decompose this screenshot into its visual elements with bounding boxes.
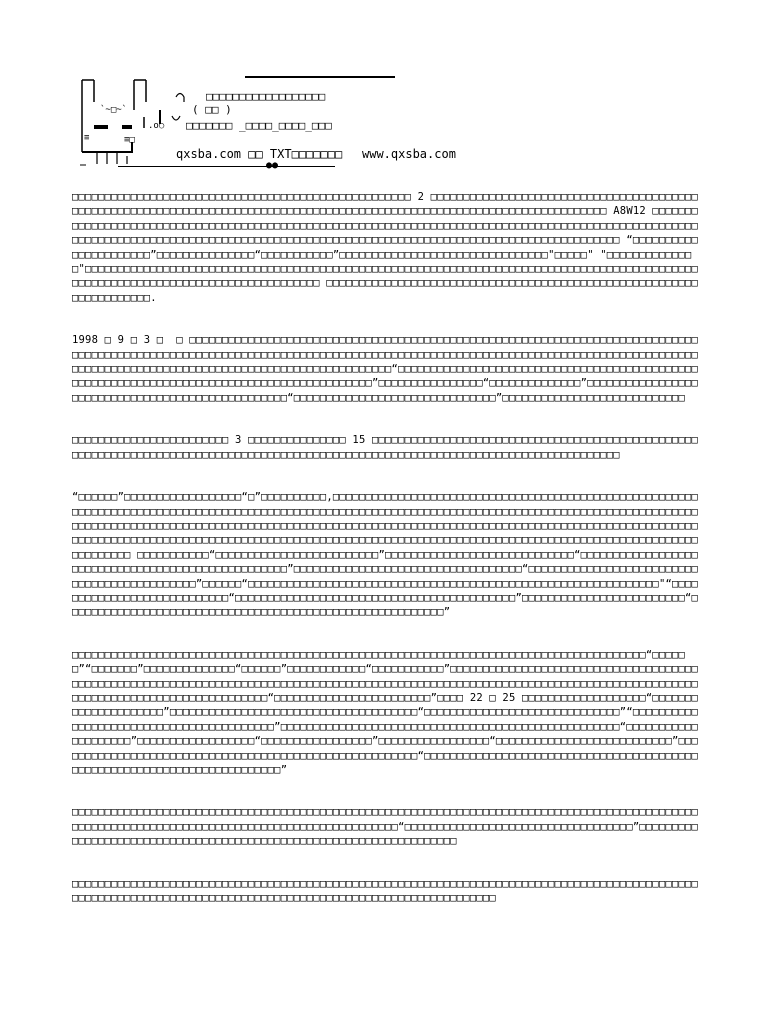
header-site-right: www.qxsba.com xyxy=(362,147,456,161)
svg-text:≡: ≡ xyxy=(84,133,90,143)
header-site-line: □□□□□□□ _□□□□_□□□□_□□□ xyxy=(186,119,332,132)
paragraph-1: □□□□□□□□□□□□□□□□□□□□□□□□□□□□□□□□□□□□□□□□□□□□□□□□□□□□ 2 □□□□□□□□□□□□□□□□□□□□□□□□□□□□□□□□□□□□□□□□□□□□□□□□□□□□□□□□□□□□□□□□□□□□□□□□□□□□□□□□□□□□□□□□□□□□□□□□□□□□□□□□□□□□□□□□□□□□□□□□□□□ A8W12 □□□□□□□□□□□□□□□□□□□□□□□□□□□□□□□□□□□□□□□□□□□□□□□□□□□□□□□□□□□□□□□□□□□□□□□□□□□□□□□□□□□□□□□□□□□□□□□□□□□□□□□□□□□□□□□□□□□□□□□□□□□□□□□□□□□□□□□□□□□□□□□□□□□□□□□□□□□□□□□□□□□□□□□□□□□□□□□□□□□□□□□□□□□ “□□□□□□□□□□□□□□□□□□□□□□”□□□□□□□□□□□□□□□“□□□□□□□□□□□”□□□□□□□□□□□□□□□□□□□□□□□□□□□□□□□□"□□□□□" "□□□□□□□□□□□□□□"□□□□□□□□□□□□□□□□□□□□□□□□□□□□□□□□□□□□□□□□□□□□□□□□□□□□□□□□□□□□□□□□□□□□□□□□□□□□□□□□□□□□□□□□□□□□□□□□□□□□□□□□□□□□□□□□□□□□□□□□□□□□□□□□□□□□ □□□□□□□□□□□□□□□□□□□□□□□□□□□□□□□□□□□□□□□□□□□□□□□□□□□□□□□□□□□□□□□□□□□□□. xyxy=(72,191,699,304)
paragraph-6: □□□□□□□□□□□□□□□□□□□□□□□□□□□□□□□□□□□□□□□□□□□□□□□□□□□□□□□□□□□□□□□□□□□□□□□□□□□□□□□□□□□□□□□□□□□□□□□□□□□□□□□□□□□□□□□□□□□□□□□□□□□□□□□□□□□□□□□□□□□□□□□□□□“□□□□□□□□□□□□□□□□□□□□□□□□□□□□□□□□□□□”□□□□□□□□□□□□□□□□□□□□□□□□□□□□□□□□□□□□□□□□□□□□□□□□□□□□□□□□□□□□□□□□□□□□ xyxy=(72,806,699,848)
paragraph-2: 1998 □ 9 □ 3 □ □ □□□□□□□□□□□□□□□□□□□□□□□□□□□□□□□□□□□□□□□□□□□□□□□□□□□□□□□□□□□□□□□□□□□□□□□□□□□□□□□□□□□□□□□□□□□□□□□□□□□□□□□□□□□□□□□□□□□□□□□□□□□□□□□□□□□□□□□□□□□□□□□□□□□□□□□□□□□□□□□□□□□□□□□□□□□□□□□□□□□□□□□□□□□□□□□□□□□□□□□□□□□□□□□□□□□□□□□□□□□□□□□“□□□□□□□□□□□□□□□□□□□□□□□□□□□□□□□□□□□□□□□□□□□□□□□□□□□□□□□□□□□□□□□□□□□□□□□□□□□□□□□□□□□□□□□□□□□□”□□□□□□□□□□□□□□□□“□□□□□□□□□□□□□□”□□□□□□□□□□□□□□□□□□□□□□□□□□□□□□□□□□□□□□□□□□□□□□□□□□“□□□□□□□□□□□□□□□□□□□□□□□□□□□□□□□”□□□□□□□□□□□□□□□□□□□□□□□□□□□□ xyxy=(72,334,699,404)
paragraph-4: “□□□□□□”□□□□□□□□□□□□□□□□□□“□”□□□□□□□□□□,□□□□□□□□□□□□□□□□□□□□□□□□□□□□□□□□□□□□□□□□□□□□□□□□□□□□□□□□□□□□□□□□□□□□□□□□□□□□□□□□□□□□□□□□□□□□□□□□□□□□□□□□□□□□□□□□□□□□□□□□□□□□□□□□□□□□□□□□□□□□□□□□□□□□□□□□□□□□□□□□□□□□□□□□□□□□□□□□□□□□□□□□□□□□□□□□□□□□□□□□□□□□□□□□□□□□□□□□□□□□□□□□□□□□□□□□□□□□□□□□□□□□□□□□□□□□□□□□□□□□□□□□□□□□□□□□□□□□□□□□□□□□□□□□□□□□□□□□□□□□□□□□□□□□□□□□□□□□□□□□□□□□□□□□□□□□□□□□□□□□□□□□□□□□□□□□□ □□□□□□□□□□□“□□□□□□□□□□□□□□□□□□□□□□□□□”□□□□□□□□□□□□□□□□□□□□□□□□□□□□□“□□□□□□□□□□□□□□□□□□□□□□□□□□□□□□□□□□□□□□□□□□□□□□□□□□□”□□□□□□□□□□□□□□□□□□□□□□□□□□□□□□□□□□□“□□□□□□□□□□□□□□□□□□□□□□□□□□□□□□□□□□□□□□□□□□□□□”□□□□□□“□□□□□□□□□□□□□□□□□□□□□□□□□□□□□□□□□□□□□□□□□□□□□□□□□□□□□□□□□□□□□□□"“□□□□□□□□□□□□□□□□□□□□□□□□□□□□“□□□□□□□□□□□□□□□□□□□□□□□□□□□□□□□□□□□□□□□□□□□”□□□□□□□□□□□□□□□□□□□□□□□□□“□□□□□□□□□□□□□□□□□□□□□□□□□□□□□□□□□□□□□□□□□□□□□□□□□□□□□□□□□□” xyxy=(72,491,699,619)
svg-text:≡□: ≡□ xyxy=(124,135,135,145)
bullet-dots-icon: ●● xyxy=(266,160,279,171)
header-top-line: □□□□□□□□□□□□□□□□□□ xyxy=(206,90,326,103)
paragraph-7: □□□□□□□□□□□□□□□□□□□□□□□□□□□□□□□□□□□□□□□□□□□□□□□□□□□□□□□□□□□□□□□□□□□□□□□□□□□□□□□□□□□□□□□□□□□□□□□□□□□□□□□□□□□□□□□□□□□□□□□□□□□□□□□□□□□□□□□□□□□□□□□□□□□□□□□□□□□□□□□□□ xyxy=(72,877,699,905)
svg-text:`~□~`: `~□~` xyxy=(100,105,128,115)
header-paren-line: ( □□ ) xyxy=(192,103,232,116)
header-site-left: qxsba.com □□ TXT□□□□□□□ xyxy=(176,147,343,161)
paragraph-5: □□□□□□□□□□□□□□□□□□□□□□□□□□□□□□□□□□□□□□□□□□□□□□□□□□□□□□□□□□□□□□□□□□□□□□□□□□□□□□□□□□□□□□□□“□□□□□□”“□□□□□□□”□□□□□□□□□□□□□□“□□□□□□”□□□□□□□□□□□□“□□□□□□□□□□□”□□□□□□□□□□□□□□□□□□□□□□□□□□□□□□□□□□□□□□□□□□□□□□□□□□□□□□□□□□□□□□□□□□□□□□□□□□□□□□□□□□□□□□□□□□□□□□□□□□□□□□□□□□□□□□□□□□□□□□□□□□□□□□□□□□□□□□□□□□□□□□□□□□□□□□□□□□□□□□□□□□□□“□□□□□□□□□□□□□□□□□□□□□□□□”□□□□ 22 □ 25 □□□□□□□□□□□□□□□□□□□“□□□□□□□□□□□□□□□□□□□□□”□□□□□□□□□□□□□□□□□□□□□□□□□□□□□□□□□□□□□□“□□□□□□□□□□□□□□□□□□□□□□□□□□□□□□”“□□□□□□□□□□□□□□□□□□□□□□□□□□□□□□□□□□□□□□□□□”□□□□□□□□□□□□□□□□□□□□□□□□□□□□□□□□□□□□□□□□□□□□□□□□□□□□“□□□□□□□□□□□□□□□□□□□□”□□□□□□□□□□□□□□□□□□“□□□□□□□□□□□□□□□□□”□□□□□□□□□□□□□□□□□“□□□□□□□□□□□□□□□□□□□□□□□□□□□”□□□□□□□□□□□□□□□□□□□□□□□□□□□□□□□□□□□□□□□□□□□□□□□□□□□□□□□□“□□□□□□□□□□□□□□□□□□□□□□□□□□□□□□□□□□□□□□□□□□□□□□□□□□□□□□□□□□□□□□□□□□□□□□□□□□” xyxy=(72,648,699,776)
svg-text:.o○: .o○ xyxy=(148,121,165,131)
paragraph-3: □□□□□□□□□□□□□□□□□□□□□□□□ 3 □□□□□□□□□□□□□□□ 15 □□□□□□□□□□□□□□□□□□□□□□□□□□□□□□□□□□□□□□□□□□□□□□□□□□□□□□□□□□□□□□□□□□□□□□□□□□□□□□□□□□□□□□□□□□□□□□□□□□□□□□□□□□□□□□□□□□□□□□□□□□□□□□□□□□□□□□ xyxy=(72,434,699,461)
document-body xyxy=(72,190,700,933)
header-top-rule xyxy=(245,76,395,78)
header-bottom-rule xyxy=(118,166,335,167)
